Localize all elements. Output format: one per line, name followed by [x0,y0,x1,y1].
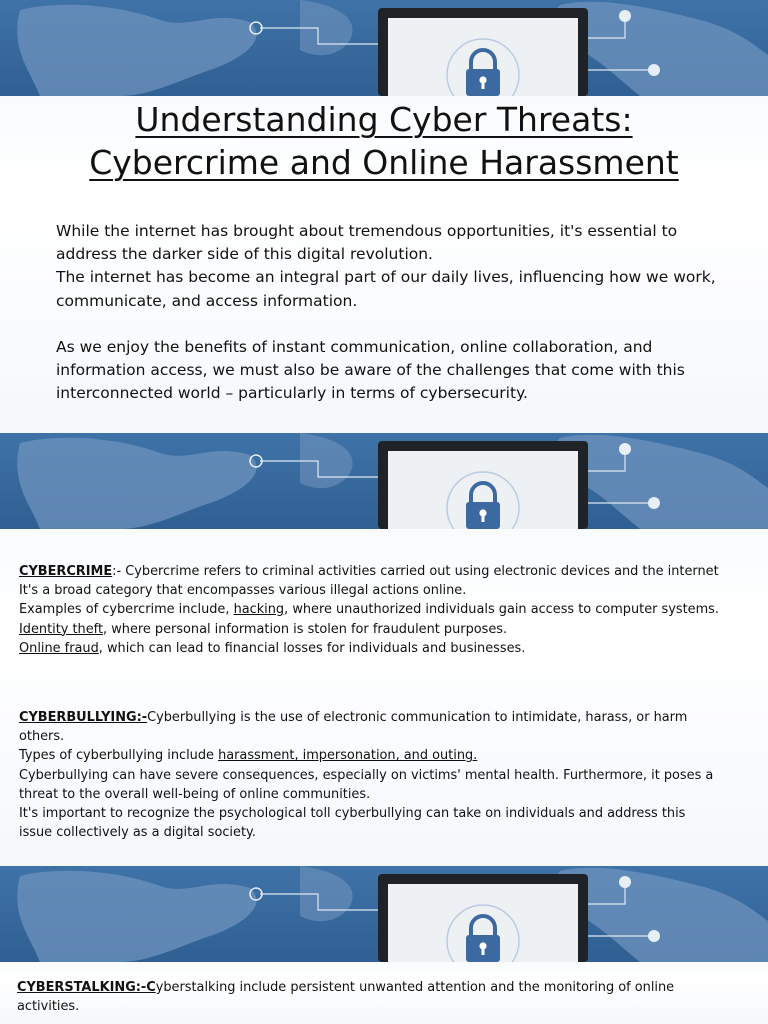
cyberbullying-term: CYBERBULLYING:- [19,710,148,725]
intro-paragraph-3: As we enjoy the benefits of instant communication, online collaboration, and information access, we must also be aware of the challenges that come with this interconnected world – particularly in terms of cybersecurity. [56,337,685,403]
header-banner [0,0,768,96]
intro-paragraph-2: The internet has become an integral part of our daily lives, influencing how we work, communicate, and access information. [56,268,716,310]
cyberstalking-term: CYBERSTALKING:-C [17,980,156,995]
cybercrime-section: CYBERCRIME:- Cybercrime refers to criminal activities carried out using electronic devices and the internet It's a broad category that encompasses various illegal actions online. Examples of cybercrime include, hacking, where unauthorized individuals gain access to computer systems. Identity theft, where personal information is stolen for fraudulent purposes. Online fraud, which can lead to financial losses for individuals and businesses. [19,564,719,656]
cybercrime-term: CYBERCRIME [19,564,113,579]
slide-2 [0,433,768,866]
cyberbullying-section: CYBERBULLYING:-Cyberbullying is the use of electronic communication to intimidate, harass, or harm others. Types of cyberbullying include harassment, impersonation, and outing. Cyberbullying can have severe consequences, especially on victims' mental health. Furthermore, it poses a threat to the overall well-being of online communities. It's important to recognize the psychological toll cyberbullying can take on individuals and address this issue collectively as a digital society. [19,710,714,841]
cyberbullying-types: harassment, impersonation, and outing. [218,748,478,764]
hacking-term: hacking [233,602,285,618]
slide-3 [0,866,768,1024]
page-title: Understanding Cyber Threats: Cybercrime and Online Harassment [89,100,679,182]
slide-1 [0,0,768,433]
online-fraud-term: Online fraud [19,640,99,656]
header-banner [0,866,768,962]
intro-paragraph-1: While the internet has brought about tremendous opportunities, it's essential to address the darker side of this digital revolution. [56,222,678,264]
cyberstalking-section: CYBERSTALKING:-Cyberstalking include persistent unwanted attention and the monitoring of online activities. [17,980,675,1015]
intro-text [56,220,736,405]
identity-theft-term: Identity theft [19,621,104,637]
header-banner [0,433,768,529]
